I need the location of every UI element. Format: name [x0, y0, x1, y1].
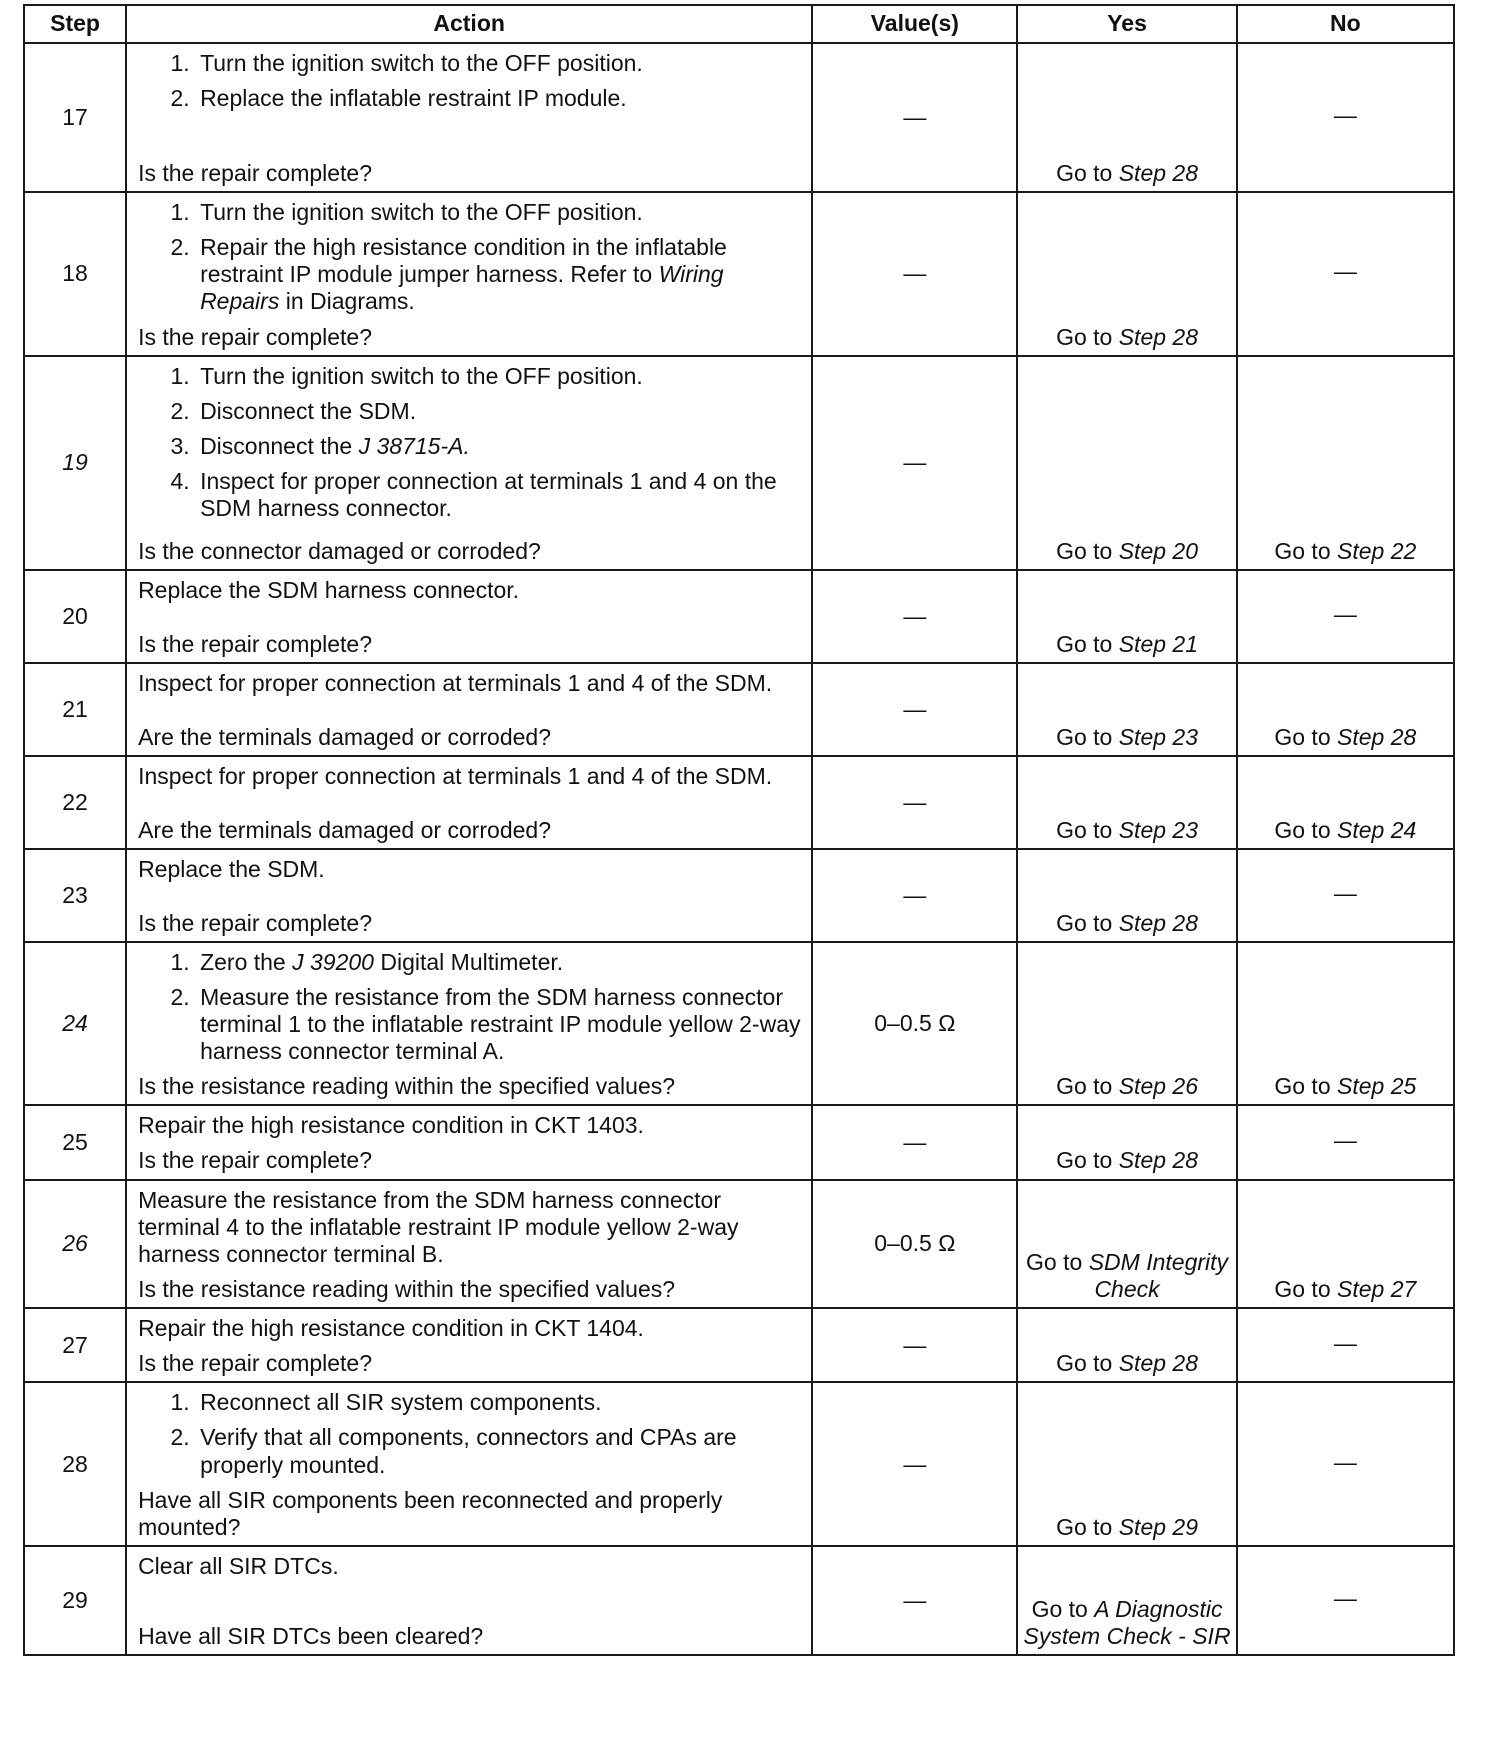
no-cell	[1237, 756, 1454, 849]
action-step-list	[138, 1389, 801, 1478]
italic-reference: Step 29	[1118, 1513, 1199, 1540]
text-run: Repair the high resistance condition in the inflatable restraint IP module jumper harness. Refer to	[200, 234, 727, 288]
text-run: Go to	[1056, 537, 1119, 564]
action-question: Are the terminals damaged or corroded?	[138, 816, 552, 843]
step-number: 20	[24, 570, 126, 663]
action-instructions	[138, 1315, 801, 1350]
step-number: 28	[24, 1382, 126, 1546]
action-step-item	[196, 398, 801, 425]
action-cell	[126, 1180, 812, 1309]
italic-reference: A Diagnostic System Check - SIR	[1023, 1595, 1231, 1649]
text-run: Turn the ignition switch to the OFF position.	[200, 362, 643, 389]
value-cell: —	[812, 1308, 1017, 1382]
value-cell: —	[812, 356, 1017, 570]
text-run: Go to	[1056, 323, 1119, 350]
italic-reference: Step 23	[1118, 723, 1199, 750]
action-text: Clear all SIR DTCs.	[138, 1552, 339, 1579]
header-values: Value(s)	[812, 5, 1017, 43]
italic-reference: Step 28	[1118, 323, 1199, 350]
table-row	[24, 1382, 1454, 1546]
action-step-list	[138, 363, 801, 523]
action-question: Have all SIR DTCs been cleared?	[138, 1622, 484, 1649]
action-content	[127, 193, 811, 355]
italic-reference: Step 22	[1337, 537, 1417, 564]
italic-reference: J 39200	[292, 948, 374, 975]
action-question: Is the repair complete?	[138, 630, 373, 657]
italic-reference: Step 25	[1337, 1073, 1417, 1100]
italic-reference: Step 20	[1118, 537, 1199, 564]
action-content	[127, 850, 811, 941]
action-content	[127, 357, 811, 569]
italic-reference: Step 28	[1118, 909, 1199, 936]
action-content	[127, 44, 811, 191]
text-run: Digital Multimeter.	[373, 948, 564, 975]
action-step-item	[196, 363, 801, 390]
step-number: 17	[24, 43, 126, 192]
yes-cell	[1017, 942, 1236, 1106]
no-cell: —	[1237, 192, 1454, 356]
action-content	[127, 664, 811, 755]
action-text: Replace the SDM harness connector.	[138, 576, 520, 603]
step-number: 19	[24, 356, 126, 570]
yes-cell	[1017, 1308, 1236, 1382]
value-cell: —	[812, 756, 1017, 849]
action-text: Replace the SDM.	[138, 855, 325, 882]
action-instructions	[138, 1553, 801, 1588]
text-run: Disconnect the	[200, 432, 359, 459]
step-number: 25	[24, 1105, 126, 1179]
action-content	[127, 571, 811, 662]
italic-reference: Step 24	[1337, 816, 1417, 843]
step-number: 24	[24, 942, 126, 1106]
no-cell	[1237, 1180, 1454, 1309]
yes-cell	[1017, 756, 1236, 849]
text-run: Go to	[1056, 909, 1119, 936]
text-run: Go to	[1031, 1595, 1095, 1622]
no-cell: —	[1237, 1546, 1454, 1655]
diagnostic-steps-table	[23, 4, 1455, 1656]
action-cell	[126, 43, 812, 192]
no-cell	[1237, 356, 1454, 570]
action-step-item	[196, 85, 801, 112]
action-text: Repair the high resistance condition in CKT 1403.	[138, 1112, 644, 1139]
value-cell: —	[812, 570, 1017, 663]
step-number: 18	[24, 192, 126, 356]
yes-cell	[1017, 849, 1236, 942]
value-cell: —	[812, 1105, 1017, 1179]
action-step-item	[196, 949, 801, 976]
table-row	[24, 756, 1454, 849]
step-number: 23	[24, 849, 126, 942]
italic-reference: Step 26	[1118, 1073, 1199, 1100]
no-cell	[1237, 942, 1454, 1106]
action-instructions	[138, 1112, 801, 1147]
yes-cell	[1017, 1180, 1236, 1309]
table-row	[24, 43, 1454, 192]
action-text: Measure the resistance from the SDM harness connector terminal 4 to the inflatable restraint IP module yellow 2-way harness connector terminal B.	[138, 1186, 739, 1267]
action-step-list	[138, 50, 801, 112]
action-step-item	[196, 433, 801, 460]
header-action: Action	[126, 5, 812, 43]
table-row	[24, 356, 1454, 570]
action-cell	[126, 1105, 812, 1179]
step-number: 29	[24, 1546, 126, 1655]
action-cell	[126, 1308, 812, 1382]
text-run: Go to	[1274, 1275, 1338, 1302]
italic-reference: Step 28	[1118, 159, 1199, 186]
diagnostic-table-sheet	[23, 4, 1455, 1656]
action-instructions	[138, 949, 801, 1074]
text-run: Go to	[1274, 723, 1338, 750]
step-number: 21	[24, 663, 126, 756]
text-run: Go to	[1056, 816, 1119, 843]
action-question: Is the repair complete?	[138, 1147, 373, 1174]
action-cell	[126, 192, 812, 356]
action-content	[127, 1383, 811, 1545]
no-cell: —	[1237, 43, 1454, 192]
italic-reference: Step 23	[1118, 816, 1199, 843]
action-text: Repair the high resistance condition in CKT 1404.	[138, 1315, 644, 1341]
action-cell	[126, 570, 812, 663]
action-cell	[126, 1546, 812, 1655]
no-cell: —	[1237, 570, 1454, 663]
text-run: Turn the ignition switch to the OFF position.	[200, 50, 643, 76]
yes-cell	[1017, 1546, 1236, 1655]
header-yes: Yes	[1017, 5, 1236, 43]
yes-cell	[1017, 1382, 1236, 1546]
table-row	[24, 1308, 1454, 1382]
italic-reference: Wiring Repairs	[200, 261, 724, 315]
action-instructions	[138, 50, 801, 120]
yes-cell	[1017, 570, 1236, 663]
action-cell	[126, 663, 812, 756]
action-question: Is the repair complete?	[138, 1350, 373, 1377]
action-content	[127, 1181, 811, 1308]
action-cell	[126, 356, 812, 570]
table-row	[24, 1546, 1454, 1655]
text-run: Go to	[1274, 1073, 1338, 1100]
action-text: Inspect for proper connection at terminals 1 and 4 of the SDM.	[138, 762, 773, 789]
text-run: Turn the ignition switch to the OFF position.	[200, 199, 643, 225]
action-content	[127, 1309, 811, 1381]
action-step-item	[196, 984, 801, 1065]
action-content	[127, 1106, 811, 1178]
action-cell	[126, 849, 812, 942]
action-question: Is the connector damaged or corroded?	[138, 537, 541, 564]
yes-cell	[1017, 663, 1236, 756]
table-row	[24, 849, 1454, 942]
value-cell: —	[812, 192, 1017, 356]
value-cell: —	[812, 43, 1017, 192]
action-instructions	[138, 1389, 801, 1486]
text-run: Reconnect all SIR system components.	[200, 1389, 602, 1416]
value-cell: —	[812, 1546, 1017, 1655]
action-question: Have all SIR components been reconnected and properly mounted?	[138, 1486, 723, 1540]
no-cell: —	[1237, 849, 1454, 942]
no-cell: —	[1237, 1308, 1454, 1382]
value-cell: 0–0.5 Ω	[812, 942, 1017, 1106]
step-number: 27	[24, 1308, 126, 1382]
step-number: 26	[24, 1180, 126, 1309]
action-content	[127, 757, 811, 848]
text-run: Go to	[1056, 1073, 1119, 1100]
italic-reference: SDM Integrity Check	[1088, 1248, 1229, 1302]
action-content	[127, 943, 811, 1105]
table-row	[24, 192, 1454, 356]
action-instructions	[138, 763, 801, 798]
text-run: Go to	[1026, 1248, 1089, 1275]
action-instructions	[138, 856, 801, 891]
text-run: Measure the resistance from the SDM harness connector terminal 1 to the inflatable restraint IP module yellow 2-way harness connector terminal A.	[200, 983, 801, 1064]
table-row	[24, 1105, 1454, 1179]
table-row	[24, 570, 1454, 663]
text-run: in Diagrams.	[279, 288, 415, 315]
action-question: Is the repair complete?	[138, 323, 373, 350]
no-cell: —	[1237, 1105, 1454, 1179]
action-step-item	[196, 50, 801, 77]
italic-reference: Step 28	[1337, 723, 1417, 750]
action-text: Inspect for proper connection at terminals 1 and 4 of the SDM.	[138, 669, 773, 696]
text-run: Go to	[1274, 816, 1338, 843]
action-instructions	[138, 199, 801, 324]
action-step-item	[196, 1424, 801, 1478]
text-run: Go to	[1274, 537, 1338, 564]
action-content	[127, 1547, 811, 1654]
text-run: Go to	[1056, 630, 1119, 657]
text-run: Zero the	[200, 948, 293, 975]
text-run: Replace the inflatable restraint IP module.	[200, 85, 627, 112]
header-step: Step	[24, 5, 126, 43]
action-instructions	[138, 363, 801, 531]
no-cell: —	[1237, 1382, 1454, 1546]
value-cell: 0–0.5 Ω	[812, 1180, 1017, 1309]
action-question: Is the resistance reading within the specified values?	[138, 1275, 676, 1302]
action-question: Is the repair complete?	[138, 909, 373, 936]
text-run: Go to	[1056, 1350, 1119, 1377]
table-row	[24, 942, 1454, 1106]
text-run: Go to	[1056, 1147, 1119, 1174]
text-run: Go to	[1056, 159, 1119, 186]
action-step-item	[196, 468, 801, 522]
text-run: Go to	[1056, 1513, 1119, 1540]
yes-cell	[1017, 1105, 1236, 1179]
action-cell	[126, 1382, 812, 1546]
table-row	[24, 663, 1454, 756]
action-cell	[126, 942, 812, 1106]
text-run: Go to	[1056, 723, 1119, 750]
action-instructions	[138, 670, 801, 705]
yes-cell	[1017, 192, 1236, 356]
italic-reference: Step 28	[1118, 1350, 1199, 1377]
action-question: Is the resistance reading within the specified values?	[138, 1073, 676, 1100]
yes-cell	[1017, 356, 1236, 570]
italic-reference: Step 21	[1118, 630, 1199, 657]
yes-cell	[1017, 43, 1236, 192]
action-step-item	[196, 234, 801, 315]
action-question: Is the repair complete?	[138, 159, 373, 186]
table-header-row	[24, 5, 1454, 43]
text-run: Inspect for proper connection at terminals 1 and 4 on the SDM harness connector.	[200, 468, 777, 522]
action-instructions	[138, 1187, 801, 1276]
value-cell: —	[812, 1382, 1017, 1546]
italic-reference: Step 28	[1118, 1147, 1199, 1174]
action-step-list	[138, 949, 801, 1066]
action-step-item	[196, 1389, 801, 1416]
action-step-item	[196, 199, 801, 226]
value-cell: —	[812, 663, 1017, 756]
action-question: Are the terminals damaged or corroded?	[138, 723, 552, 750]
action-instructions	[138, 577, 801, 612]
italic-reference: J 38715-A.	[358, 432, 470, 459]
text-run: Verify that all components, connectors and CPAs are properly mounted.	[200, 1424, 737, 1478]
italic-reference: Step 27	[1337, 1275, 1417, 1302]
table-row	[24, 1180, 1454, 1309]
table-body	[24, 43, 1454, 1655]
no-cell	[1237, 663, 1454, 756]
step-number: 22	[24, 756, 126, 849]
header-no: No	[1237, 5, 1454, 43]
text-run: Disconnect the SDM.	[200, 397, 417, 424]
value-cell: —	[812, 849, 1017, 942]
action-cell	[126, 756, 812, 849]
action-step-list	[138, 199, 801, 316]
